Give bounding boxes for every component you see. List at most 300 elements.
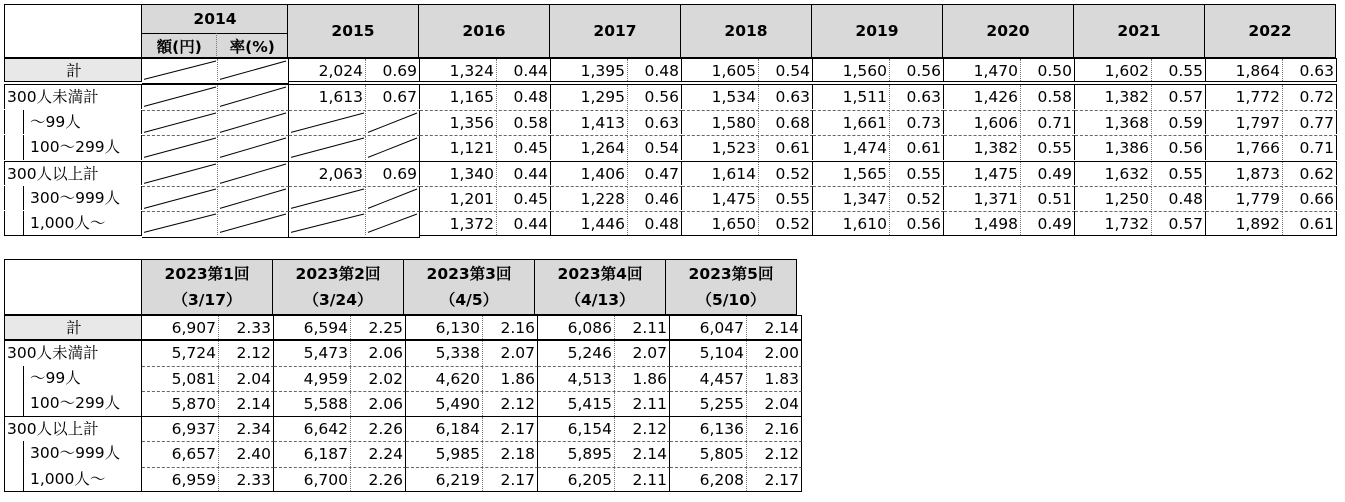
value-pair	[406, 416, 538, 441]
table-row	[4, 84, 1337, 109]
table-row	[4, 366, 802, 391]
value-pair	[142, 315, 274, 340]
value-pair	[551, 186, 682, 210]
round-header	[142, 259, 273, 315]
value-pair	[682, 84, 813, 108]
rate-value: 0.63	[906, 88, 941, 107]
value-pair	[142, 391, 274, 416]
value-pair	[813, 211, 944, 235]
row-label-text: 300～999人	[23, 186, 141, 210]
value-pair	[1206, 211, 1337, 235]
rate-value: 0.48	[1168, 189, 1203, 208]
rate-value: 0.58	[513, 113, 548, 132]
value-pair	[406, 391, 538, 416]
value-pair	[813, 161, 944, 185]
table-row	[4, 58, 1337, 84]
rate-value: 0.61	[1299, 215, 1334, 234]
diagonal-slash-cell	[366, 111, 419, 134]
rate-value: 0.71	[1037, 113, 1072, 132]
rate-value: 0.48	[644, 62, 679, 80]
rate-value: 2.25	[368, 319, 403, 337]
round-header	[666, 259, 797, 315]
value-pair	[420, 58, 551, 82]
value-pair	[406, 441, 538, 466]
value-pair	[538, 366, 670, 391]
amount-value: 1,580	[682, 111, 759, 134]
value-pair	[142, 366, 274, 391]
amount-value: 1,474	[813, 136, 890, 159]
table-row	[4, 211, 1337, 237]
diagonal-slash-cell	[289, 187, 366, 210]
rate-value: 0.44	[513, 62, 548, 80]
rate-value: 2.34	[236, 420, 271, 439]
amount-value: 1,386	[1075, 136, 1152, 159]
round-date: （3/17）	[172, 291, 242, 309]
diagonal-slash-cell	[142, 136, 218, 159]
rate-value: 2.14	[764, 319, 799, 337]
round-title: 2023第2回	[295, 265, 381, 283]
amount-value: 6,657	[142, 442, 219, 466]
rate-value: 0.55	[1168, 164, 1203, 183]
row-label-text: 1,000人～	[23, 467, 141, 491]
value-pair	[1206, 161, 1337, 185]
amount-value: 6,205	[538, 468, 615, 491]
diagonal-2014-area	[142, 135, 289, 160]
value-pair	[670, 391, 802, 416]
value-pair	[813, 186, 944, 210]
table-row	[4, 416, 802, 441]
rate-value: 0.55	[775, 189, 810, 208]
amount-value: 5,985	[406, 442, 483, 466]
amount-value: 1,426	[944, 85, 1021, 108]
amount-value: 1,732	[1075, 212, 1152, 234]
rate-value: 0.55	[1168, 62, 1203, 80]
amount-value: 1,382	[944, 136, 1021, 159]
value-pair	[538, 467, 670, 492]
value-pair	[944, 135, 1075, 159]
rate-value: 2.02	[368, 369, 403, 388]
year-header-2021: 2021	[1074, 4, 1205, 58]
rate-value: 0.54	[644, 139, 679, 158]
diagonal-slash-cell	[289, 111, 366, 134]
amount-value: 1,264	[551, 136, 628, 159]
rate-value: 0.49	[1037, 215, 1072, 234]
amount-value: 1,873	[1206, 162, 1283, 185]
amount-value: 1,295	[551, 85, 628, 108]
diagonal-slash-cell	[289, 212, 366, 234]
rate-value: 0.67	[382, 88, 417, 107]
header-row	[4, 259, 802, 315]
year-header-2017: 2017	[550, 4, 681, 58]
value-pair	[420, 186, 551, 210]
diagonal-slash-cell	[142, 162, 218, 185]
year-header-2016: 2016	[419, 4, 550, 58]
value-pair	[1206, 110, 1337, 134]
amount-value: 1,371	[944, 187, 1021, 210]
value-pair	[1206, 58, 1337, 82]
amount-value: 1,605	[682, 59, 759, 81]
table-row	[4, 110, 1337, 135]
round-title: 2023第4回	[557, 265, 643, 283]
round-title: 2023第3回	[426, 265, 512, 283]
rate-value: 0.56	[906, 62, 941, 80]
rate-value: 0.44	[513, 215, 548, 234]
amount-value: 6,959	[142, 468, 219, 491]
amount-value: 1,228	[551, 187, 628, 210]
table-row	[4, 315, 802, 340]
rate-value: 2.12	[500, 394, 535, 413]
rate-value: 0.66	[1299, 189, 1334, 208]
rate-value: 0.69	[382, 164, 417, 183]
wage-table-2023	[4, 259, 802, 492]
row-label-text: ～99人	[23, 366, 141, 391]
diagonal-slash-cell	[218, 111, 288, 134]
value-pair	[406, 467, 538, 492]
diagonal-2014-area	[142, 84, 289, 109]
rate-value: 0.63	[1299, 62, 1334, 80]
value-pair	[1206, 135, 1337, 159]
amount-value: 1,610	[813, 212, 890, 234]
amount-value: 1,340	[420, 162, 497, 185]
rate-value: 2.14	[632, 445, 667, 464]
rate-value: 0.51	[1037, 189, 1072, 208]
table-row	[4, 186, 1337, 211]
row-label	[4, 366, 142, 391]
rate-value: 0.71	[1299, 139, 1334, 158]
rate-value: 0.44	[513, 164, 548, 183]
row-label-text: ～99人	[23, 110, 141, 134]
rate-value: 0.57	[1168, 88, 1203, 107]
value-pair	[538, 315, 670, 340]
value-pair	[682, 161, 813, 185]
rate-value: 0.49	[1037, 164, 1072, 183]
rate-value: 0.50	[1037, 62, 1072, 80]
diagonal-slash-cell	[142, 212, 218, 234]
rate-value: 2.11	[632, 394, 667, 413]
rate-value: 0.45	[513, 189, 548, 208]
value-pair	[1075, 186, 1206, 210]
rate-value: 0.55	[1037, 139, 1072, 158]
rate-value: 2.00	[764, 344, 799, 363]
rate-value: 0.63	[644, 113, 679, 132]
rate-value: 2.11	[632, 470, 667, 489]
diagonal-2014-area	[142, 211, 289, 237]
rate-value: 2.16	[500, 319, 535, 337]
diagonal-2014-area	[142, 110, 289, 135]
rate-value: 2.17	[764, 470, 799, 489]
diagonal-slash-cell	[218, 187, 288, 210]
amount-value: 4,513	[538, 367, 615, 391]
value-pair	[1075, 84, 1206, 108]
amount-value: 5,338	[406, 341, 483, 365]
amount-value: 5,081	[142, 367, 219, 391]
value-pair	[682, 58, 813, 82]
rate-value: 2.17	[500, 470, 535, 489]
value-pair	[670, 467, 802, 492]
amount-column-header: 額(円)	[142, 33, 217, 58]
amount-value: 1,766	[1206, 136, 1283, 159]
value-pair	[670, 416, 802, 441]
value-pair	[813, 135, 944, 159]
amount-value: 1,650	[682, 212, 759, 234]
year-label-2014: 2014	[142, 5, 288, 33]
diagonal-2014-area	[142, 58, 289, 84]
amount-value: 1,602	[1075, 59, 1152, 81]
amount-value: 6,700	[274, 468, 351, 491]
value-pair	[289, 84, 420, 108]
amount-value: 5,473	[274, 341, 351, 365]
rate-value: 0.45	[513, 139, 548, 158]
rate-value: 2.26	[368, 470, 403, 489]
value-pair	[538, 391, 670, 416]
round-date: （3/24）	[303, 291, 373, 309]
row-label	[4, 135, 142, 159]
diagonal-slash-cell	[142, 59, 218, 81]
value-pair	[142, 441, 274, 466]
value-pair	[551, 211, 682, 235]
value-pair	[682, 110, 813, 134]
rate-value: 2.14	[236, 394, 271, 413]
rate-value: 2.04	[236, 369, 271, 388]
amount-value: 1,864	[1206, 59, 1283, 81]
round-date: （4/5）	[439, 291, 499, 309]
amount-value: 6,154	[538, 417, 615, 441]
amount-value: 6,086	[538, 316, 615, 339]
year-header-2018: 2018	[681, 4, 812, 58]
row-label-text: 300～999人	[23, 441, 141, 466]
amount-value: 1,565	[813, 162, 890, 185]
row-label	[4, 391, 142, 416]
diagonal-2014-area	[142, 161, 289, 186]
amount-value: 4,959	[274, 367, 351, 391]
amount-value: 4,620	[406, 367, 483, 391]
amount-value: 1,511	[813, 85, 890, 108]
row-label	[4, 467, 142, 492]
rate-value: 2.24	[368, 445, 403, 464]
diagonal-slash-cell	[218, 59, 288, 81]
row-label	[4, 211, 142, 235]
row-label: 300人未満計	[4, 340, 142, 365]
amount-value: 2,024	[289, 59, 366, 81]
amount-value: 1,779	[1206, 187, 1283, 210]
rate-value: 0.77	[1299, 113, 1334, 132]
diagonal-slash-cell	[218, 162, 288, 185]
rate-value: 2.16	[764, 420, 799, 439]
value-pair	[551, 110, 682, 134]
amount-value: 6,130	[406, 316, 483, 339]
rate-value: 0.48	[644, 215, 679, 234]
rate-value: 0.62	[1299, 164, 1334, 183]
amount-value: 1,606	[944, 111, 1021, 134]
value-pair	[1075, 135, 1206, 159]
rate-value: 0.54	[775, 62, 810, 80]
round-header	[404, 259, 535, 315]
amount-value: 1,356	[420, 111, 497, 134]
row-label-text: 100～299人	[23, 135, 141, 159]
value-pair	[670, 366, 802, 391]
rate-value: 2.26	[368, 420, 403, 439]
amount-value: 1,892	[1206, 212, 1283, 234]
value-pair	[944, 161, 1075, 185]
rate-value: 0.55	[906, 164, 941, 183]
value-pair	[1075, 211, 1206, 235]
row-label: 計	[4, 315, 142, 340]
round-title: 2023第5回	[688, 265, 774, 283]
amount-value: 1,368	[1075, 111, 1152, 134]
rate-value: 2.07	[632, 344, 667, 363]
amount-value: 6,219	[406, 468, 483, 491]
table-row	[4, 340, 802, 365]
year-header-2019: 2019	[812, 4, 943, 58]
amount-value: 1,347	[813, 187, 890, 210]
value-pair	[813, 110, 944, 134]
table-row	[4, 161, 1337, 186]
rate-value: 0.48	[513, 88, 548, 107]
amount-value: 1,560	[813, 59, 890, 81]
value-pair	[682, 186, 813, 210]
rate-value: 1.86	[500, 369, 535, 388]
value-pair	[944, 110, 1075, 134]
diagonal-slash-cell	[142, 187, 218, 210]
diagonal-2015-area	[289, 186, 420, 211]
rate-value: 2.40	[236, 445, 271, 464]
value-pair	[944, 186, 1075, 210]
row-label: 300人以上計	[4, 416, 142, 441]
header-2014	[142, 4, 288, 58]
row-label: 300人以上計	[4, 161, 142, 185]
round-title: 2023第1回	[164, 265, 250, 283]
row-label	[4, 186, 142, 210]
rate-value: 0.56	[1168, 139, 1203, 158]
diagonal-slash-cell	[366, 136, 419, 159]
amount-value: 6,594	[274, 316, 351, 339]
row-label: 300人未満計	[4, 84, 142, 108]
value-pair	[944, 211, 1075, 235]
amount-value: 1,413	[551, 111, 628, 134]
diagonal-slash-cell	[218, 212, 288, 234]
amount-value: 6,208	[670, 468, 747, 491]
diagonal-slash-cell	[366, 212, 419, 234]
rate-value: 0.52	[775, 215, 810, 234]
value-pair	[670, 340, 802, 365]
value-pair	[551, 135, 682, 159]
amount-value: 5,104	[670, 341, 747, 365]
amount-value: 1,523	[682, 136, 759, 159]
amount-value: 5,724	[142, 341, 219, 365]
year-header-2020: 2020	[943, 4, 1074, 58]
rate-value: 0.73	[906, 113, 941, 132]
value-pair	[142, 340, 274, 365]
value-pair	[682, 135, 813, 159]
rate-value: 2.33	[236, 470, 271, 489]
value-pair	[420, 161, 551, 185]
table-row	[4, 135, 1337, 160]
diagonal-2014-area	[142, 186, 289, 211]
value-pair	[420, 135, 551, 159]
amount-value: 1,498	[944, 212, 1021, 234]
rate-value: 0.61	[906, 139, 941, 158]
value-pair	[551, 84, 682, 108]
value-pair	[682, 211, 813, 235]
diagonal-slash-cell	[142, 85, 218, 108]
value-pair	[551, 161, 682, 185]
value-pair	[1075, 161, 1206, 185]
value-pair	[538, 416, 670, 441]
value-pair	[813, 58, 944, 82]
amount-value: 1,395	[551, 59, 628, 81]
rate-value: 0.46	[644, 189, 679, 208]
round-header	[535, 259, 666, 315]
row-label	[4, 110, 142, 134]
rate-value: 2.11	[632, 319, 667, 337]
value-pair	[406, 340, 538, 365]
rate-value: 0.59	[1168, 113, 1203, 132]
diagonal-slash-cell	[289, 136, 366, 159]
rate-value: 0.61	[775, 139, 810, 158]
amount-value: 5,246	[538, 341, 615, 365]
amount-value: 6,907	[142, 316, 219, 339]
value-pair	[944, 58, 1075, 82]
value-pair	[1075, 110, 1206, 134]
amount-value: 4,457	[670, 367, 747, 391]
amount-value: 1,661	[813, 111, 890, 134]
amount-value: 5,895	[538, 442, 615, 466]
amount-value: 6,187	[274, 442, 351, 466]
amount-value: 1,797	[1206, 111, 1283, 134]
amount-value: 6,937	[142, 417, 219, 441]
diagonal-slash-cell	[142, 111, 218, 134]
rate-value: 0.56	[644, 88, 679, 107]
amount-value: 1,475	[682, 187, 759, 210]
value-pair	[142, 416, 274, 441]
rate-value: 2.17	[500, 420, 535, 439]
amount-value: 5,490	[406, 392, 483, 416]
round-header	[273, 259, 404, 315]
rate-value: 0.57	[1168, 215, 1203, 234]
rate-value: 2.06	[368, 394, 403, 413]
header-row	[4, 4, 1337, 58]
value-pair	[406, 315, 538, 340]
rate-value: 0.69	[382, 62, 417, 80]
rate-value: 2.12	[764, 445, 799, 464]
amount-value: 1,121	[420, 136, 497, 159]
diagonal-slash-cell	[218, 136, 288, 159]
rate-value: 0.52	[906, 189, 941, 208]
amount-value: 2,063	[289, 162, 366, 185]
diagonal-2015-area	[289, 110, 420, 135]
value-pair	[274, 416, 406, 441]
amount-value: 1,446	[551, 212, 628, 234]
rate-value: 2.18	[500, 445, 535, 464]
value-pair	[142, 467, 274, 492]
amount-value: 6,642	[274, 417, 351, 441]
table-row	[4, 391, 802, 416]
amount-value: 6,136	[670, 417, 747, 441]
amount-value: 6,047	[670, 316, 747, 339]
rate-value: 2.12	[632, 420, 667, 439]
value-pair	[420, 211, 551, 235]
rate-value: 2.06	[368, 344, 403, 363]
value-pair	[538, 441, 670, 466]
header-stub	[4, 259, 142, 315]
year-header-2022: 2022	[1205, 4, 1336, 58]
year-header-2015: 2015	[288, 4, 419, 58]
amount-value: 1,632	[1075, 162, 1152, 185]
amount-value: 1,614	[682, 162, 759, 185]
amount-value: 6,184	[406, 417, 483, 441]
value-pair	[289, 58, 420, 82]
value-pair	[406, 366, 538, 391]
